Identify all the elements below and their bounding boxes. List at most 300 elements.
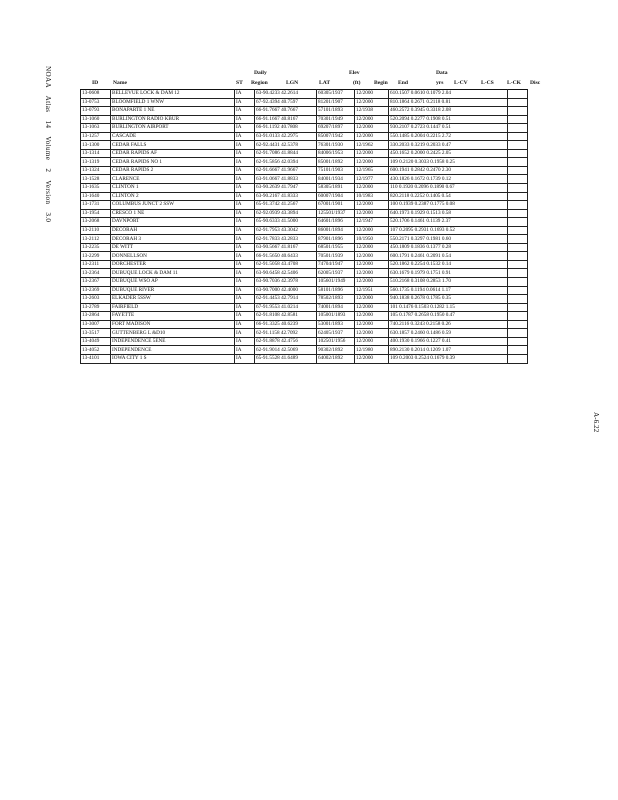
header-yrs: yrs <box>436 80 444 86</box>
table-row <box>81 218 528 227</box>
cell-elev: 84006/1953 <box>317 149 355 158</box>
cell-id: 13-2112 <box>81 235 111 244</box>
cell-begin: 12/2000 <box>355 252 389 261</box>
cell-name: GUTTENBERG L &D10 <box>111 329 235 338</box>
cell-id: 13-1954 <box>81 209 111 218</box>
cell-begin: 12/2000 <box>355 278 389 287</box>
table-row <box>81 303 528 312</box>
cell-id: 13-1635 <box>81 184 111 193</box>
cell-disc <box>508 252 528 261</box>
cell-lgn: 62-91.8108 42.8581 <box>255 312 317 321</box>
cell-name: CLINTON 2 <box>111 192 235 201</box>
cell-elev: 62405/1937 <box>317 329 355 338</box>
cell-lgn: 65-91.3742 41.2567 <box>255 201 317 210</box>
cell-lgn: 62-91.7833 43.2833 <box>255 235 317 244</box>
cell-data: 520.1706 0.1461 0.1139 2.37 <box>389 218 508 227</box>
cell-elev: 57101/1893 <box>317 107 355 116</box>
cell-st: IA <box>235 252 255 261</box>
cell-data: 330.2033 0.3219 0.2033 0.47 <box>389 141 508 150</box>
table-row <box>81 149 528 158</box>
cell-name: DUBUQUE RIVER <box>111 286 235 295</box>
header-disc: Disc <box>530 80 541 86</box>
cell-st: IA <box>235 158 255 167</box>
cell-begin: 12/2000 <box>355 115 389 124</box>
table-row <box>81 132 528 141</box>
cell-id: 13-1060 <box>81 115 111 124</box>
cell-st: IA <box>235 166 255 175</box>
cell-lgn: 62-91.4453 42.7914 <box>255 295 317 304</box>
table-row <box>81 320 528 329</box>
cell-st: IA <box>235 226 255 235</box>
atlas-side-header <box>44 66 52 466</box>
cell-lgn: 65-90.6333 41.5000 <box>255 218 317 227</box>
cell-disc <box>508 184 528 193</box>
cell-st: IA <box>235 124 255 133</box>
cell-data: 450.1652 0.2000 0.2425 2.05 <box>389 149 508 158</box>
cell-id: 13-2299 <box>81 252 111 261</box>
cell-id: 13-2864 <box>81 312 111 321</box>
cell-data: 460.2572 0.3945 0.3318 2.08 <box>389 107 508 116</box>
cell-lgn: 63-90.2639 41.7947 <box>255 184 317 193</box>
cell-elev: 90302/1892 <box>317 346 355 355</box>
cell-elev: 74001/1894 <box>317 303 355 312</box>
cell-name: DONNELLSON <box>111 252 235 261</box>
cell-st: IA <box>235 209 255 218</box>
cell-disc <box>508 166 528 175</box>
table-row <box>81 346 528 355</box>
header-lcv: L-CV <box>454 80 468 86</box>
cell-lgn: 63-90.2167 41.8333 <box>255 192 317 201</box>
cell-name: DECORAH 3 <box>111 235 235 244</box>
header-id: ID <box>92 80 99 86</box>
side-word: Version <box>44 180 52 205</box>
cell-lgn: 63-90.5667 41.8167 <box>255 243 317 252</box>
table-row <box>81 90 528 99</box>
cell-name: CLARENCE <box>111 175 235 184</box>
cell-disc <box>508 235 528 244</box>
cell-data: 810.1864 0.2671 0.2118 0.81 <box>389 98 508 107</box>
cell-elev: 64002/1892 <box>317 354 355 363</box>
cell-data: 600.1941 0.2842 0.2470 2.30 <box>389 166 508 175</box>
cell-st: IA <box>235 107 255 116</box>
header-daily: Daily <box>254 70 267 76</box>
table-row <box>81 115 528 124</box>
cell-id: 13-2369 <box>81 286 111 295</box>
cell-data: 630.1857 0.2460 0.1486 0.59 <box>389 329 508 338</box>
cell-data: 101 0.1476 0.1503 0.1282 1.15 <box>389 303 508 312</box>
cell-elev: 87901/1896 <box>317 235 355 244</box>
cell-disc <box>508 158 528 167</box>
cell-st: IA <box>235 295 255 304</box>
cell-begin: 12/2000 <box>355 201 389 210</box>
cell-name: INDEPENDENCE <box>111 346 235 355</box>
cell-begin: 12/2000 <box>355 98 389 107</box>
cell-disc <box>508 329 528 338</box>
cell-lgn: 66-91.1667 40.8167 <box>255 115 317 124</box>
cell-name: CLINTON 1 <box>111 184 235 193</box>
cell-elev: 68501/1955 <box>317 243 355 252</box>
cell-name: FORT MADISON <box>111 320 235 329</box>
cell-data: 610.1507 0.0610 0.1079 2.04 <box>389 90 508 99</box>
cell-elev: 70301/1949 <box>317 115 355 124</box>
cell-begin: 12/2000 <box>355 337 389 346</box>
cell-disc <box>508 260 528 269</box>
cell-data: 430.1826 0.1672 0.1739 0.12 <box>389 175 508 184</box>
cell-data: 109 0.2120 0.3033 0.1958 0.25 <box>389 158 508 167</box>
header-ft: (ft) <box>353 80 361 86</box>
table-row <box>81 192 528 201</box>
cell-disc <box>508 312 528 321</box>
cell-st: IA <box>235 132 255 141</box>
cell-name: DE WITT <box>111 243 235 252</box>
cell-begin: 12/2000 <box>355 149 389 158</box>
cell-lgn: 62-92.4431 42.5378 <box>255 141 317 150</box>
cell-lgn: 66-91.7667 40.7667 <box>255 107 317 116</box>
cell-disc <box>508 90 528 99</box>
cell-st: IA <box>235 303 255 312</box>
cell-lgn: 63-91.0667 41.8833 <box>255 175 317 184</box>
table-row <box>81 243 528 252</box>
page-number: A-6.22 <box>592 412 600 433</box>
cell-begin: 12/2000 <box>355 184 389 193</box>
header-lck: L-CK <box>507 80 521 86</box>
cell-disc <box>508 149 528 158</box>
cell-begin: 12/2000 <box>355 354 389 363</box>
cell-data: 940.1838 0.2678 0.1785 0.35 <box>389 295 508 304</box>
cell-id: 13-2311 <box>81 260 111 269</box>
cell-st: IA <box>235 141 255 150</box>
table-row <box>81 235 528 244</box>
cell-id: 13-0608 <box>81 90 111 99</box>
cell-st: IA <box>235 329 255 338</box>
header-lat: LAT <box>319 80 331 86</box>
cell-lgn: 63-90.7036 42.3978 <box>255 278 317 287</box>
station-table <box>80 89 528 364</box>
cell-begin: 12/2000 <box>355 295 389 304</box>
cell-begin: 12/2000 <box>355 158 389 167</box>
cell-disc <box>508 303 528 312</box>
cell-elev: 67001/1901 <box>317 201 355 210</box>
cell-begin: 12/2000 <box>355 269 389 278</box>
cell-elev: 60007/1904 <box>317 192 355 201</box>
cell-disc <box>508 295 528 304</box>
cell-st: IA <box>235 320 255 329</box>
cell-data: 890.2130 0.2014 0.1209 1.07 <box>389 346 508 355</box>
cell-elev: 85007/1942 <box>317 132 355 141</box>
cell-lgn: 62-91.9014 42.5069 <box>255 346 317 355</box>
cell-id: 13-1640 <box>81 192 111 201</box>
cell-data: 400.1930 0.1966 0.1227 0.41 <box>389 337 508 346</box>
cell-elev: 86001/1894 <box>317 226 355 235</box>
cell-elev: 102501/1956 <box>317 337 355 346</box>
cell-data: 105 0.1787 0.2658 0.1950 0.47 <box>389 312 508 321</box>
header-lcs: L-CS <box>481 80 494 86</box>
cell-elev: 81201/1907 <box>317 98 355 107</box>
cell-name: DAVNPORT <box>111 218 235 227</box>
cell-disc <box>508 107 528 116</box>
cell-begin: 12/1951 <box>355 286 389 295</box>
cell-name: COLUMBUS JUNCT 2 SSW <box>111 201 235 210</box>
cell-name: FAYETTE <box>111 312 235 321</box>
cell-id: 13-2603 <box>81 295 111 304</box>
header-elev: Elev <box>349 70 360 76</box>
cell-st: IA <box>235 98 255 107</box>
cell-begin: 12/2000 <box>355 132 389 141</box>
cell-elev: 78502/1893 <box>317 295 355 304</box>
cell-disc <box>508 320 528 329</box>
cell-id: 13-1528 <box>81 175 111 184</box>
cell-lgn: 63-90.6458 42.5406 <box>255 269 317 278</box>
table-row <box>81 260 528 269</box>
cell-data: 520.2094 0.2277 0.1908 0.51 <box>389 115 508 124</box>
cell-disc <box>508 175 528 184</box>
cell-id: 13-2364 <box>81 269 111 278</box>
side-word: 2 <box>44 168 52 173</box>
cell-name: CRESCO 1 NE <box>111 209 235 218</box>
cell-begin: 12/2000 <box>355 303 389 312</box>
cell-elev: 58101/1896 <box>317 286 355 295</box>
side-word: Atlas <box>44 95 52 113</box>
cell-name: BONAPARTE 1 NE <box>111 107 235 116</box>
cell-name: INDEPENDENCE 5ENE <box>111 337 235 346</box>
cell-lgn: 67-91.9553 41.0214 <box>255 303 317 312</box>
cell-elev: 85001/1892 <box>317 158 355 167</box>
cell-id: 13-1314 <box>81 149 111 158</box>
cell-st: IA <box>235 243 255 252</box>
cell-data: 510.2168 0.3108 0.2853 1.70 <box>389 278 508 287</box>
table-row <box>81 226 528 235</box>
table-row <box>81 175 528 184</box>
cell-st: IA <box>235 192 255 201</box>
cell-disc <box>508 98 528 107</box>
cell-elev: 105601/1949 <box>317 278 355 287</box>
cell-begin: 12/2000 <box>355 124 389 133</box>
cell-id: 13-2110 <box>81 226 111 235</box>
cell-data: 550.2171 0.3297 0.1981 0.60 <box>389 235 508 244</box>
cell-elev: 70501/1939 <box>317 252 355 261</box>
cell-data: 740.2116 0.3243 0.2158 0.26 <box>389 320 508 329</box>
cell-st: IA <box>235 269 255 278</box>
cell-name: BELLEVUE LOCK & DAM 12 <box>111 90 235 99</box>
cell-disc <box>508 218 528 227</box>
cell-lgn: 66-91.1192 40.7808 <box>255 124 317 133</box>
cell-begin: 12/2000 <box>355 329 389 338</box>
header-lgn: LGN <box>286 80 299 86</box>
table-row <box>81 209 528 218</box>
cell-disc <box>508 209 528 218</box>
cell-st: IA <box>235 337 255 346</box>
table-row <box>81 252 528 261</box>
cell-begin: 12/1980 <box>355 346 389 355</box>
cell-disc <box>508 115 528 124</box>
cell-data: 640.1973 0.1929 0.1513 0.58 <box>389 209 508 218</box>
header-region: Region <box>251 80 268 86</box>
cell-begin: 12/1938 <box>355 107 389 116</box>
cell-elev: 74704/1947 <box>317 260 355 269</box>
cell-id: 13-1731 <box>81 201 111 210</box>
cell-disc <box>508 346 528 355</box>
table-row <box>81 124 528 133</box>
cell-name: BLOOMFIELD 1 WNW <box>111 98 235 107</box>
cell-disc <box>508 132 528 141</box>
cell-data: 110 0.1920 0.2096 0.1890 0.67 <box>389 184 508 193</box>
cell-name: IOWA CITY 1 S <box>111 354 235 363</box>
cell-data: 600.1791 0.2461 0.2091 0.54 <box>389 252 508 261</box>
cell-disc <box>508 141 528 150</box>
table-row <box>81 184 528 193</box>
cell-elev: 64601/1896 <box>317 218 355 227</box>
cell-disc <box>508 286 528 295</box>
cell-name: ELKADER 5SSW <box>111 295 235 304</box>
cell-id: 13-2068 <box>81 218 111 227</box>
cell-name: CASCADE <box>111 132 235 141</box>
cell-lgn: 62-91.7953 43.3042 <box>255 226 317 235</box>
cell-st: IA <box>235 175 255 184</box>
cell-elev: 76301/1930 <box>317 141 355 150</box>
header-end: End <box>398 80 408 86</box>
side-word: NOAA <box>44 66 52 88</box>
cell-elev: 125501/1937 <box>317 209 355 218</box>
cell-id: 13-1300 <box>81 141 111 150</box>
side-word: 3.0 <box>44 212 52 223</box>
cell-name: DORCHESTER <box>111 260 235 269</box>
cell-begin: 12/2000 <box>355 312 389 321</box>
table-row <box>81 337 528 346</box>
table-row <box>81 158 528 167</box>
cell-st: IA <box>235 312 255 321</box>
cell-id: 13-2367 <box>81 278 111 287</box>
table-row <box>81 295 528 304</box>
cell-id: 13-0753 <box>81 98 111 107</box>
cell-id: 13-1063 <box>81 124 111 133</box>
cell-id: 13-4101 <box>81 354 111 363</box>
cell-begin: 10/1950 <box>355 235 389 244</box>
cell-lgn: 66-91.5650 40.6433 <box>255 252 317 261</box>
table-row <box>81 141 528 150</box>
cell-id: 13-1257 <box>81 132 111 141</box>
cell-st: IA <box>235 218 255 227</box>
cell-name: DUBUQUE LOCK & DAM 11 <box>111 269 235 278</box>
cell-elev: 69207/1897 <box>317 124 355 133</box>
cell-elev: 84001/1934 <box>317 175 355 184</box>
table-row <box>81 354 528 363</box>
cell-id: 13-0793 <box>81 107 111 116</box>
cell-id: 13-4049 <box>81 337 111 346</box>
cell-disc <box>508 124 528 133</box>
cell-disc <box>508 278 528 287</box>
table-row <box>81 269 528 278</box>
cell-data: 820.2118 0.2252 0.1405 0.54 <box>389 192 508 201</box>
cell-begin: 12/2000 <box>355 226 389 235</box>
cell-id: 13-3517 <box>81 329 111 338</box>
cell-st: IA <box>235 354 255 363</box>
cell-lgn: 65-91.5528 41.6489 <box>255 354 317 363</box>
cell-name: CEDAR RAPIDS AF <box>111 149 235 158</box>
table-row <box>81 98 528 107</box>
cell-lgn: 62-91.1158 42.7092 <box>255 329 317 338</box>
cell-begin: 12/1965 <box>355 166 389 175</box>
cell-lgn: 62-91.5856 42.0394 <box>255 158 317 167</box>
cell-lgn: 67-92.4394 40.7597 <box>255 98 317 107</box>
cell-disc <box>508 243 528 252</box>
cell-elev: 75101/1903 <box>317 166 355 175</box>
cell-id: 13-1324 <box>81 166 111 175</box>
cell-lgn: 63-90.7000 42.4000 <box>255 286 317 295</box>
cell-st: IA <box>235 149 255 158</box>
cell-data: 550.1485 0.2004 0.2215 2.72 <box>389 132 508 141</box>
cell-id: 13-1319 <box>81 158 111 167</box>
cell-st: IA <box>235 260 255 269</box>
cell-begin: 12/2000 <box>355 260 389 269</box>
cell-begin: 12/2000 <box>355 209 389 218</box>
cell-name: CEDAR FALLS <box>111 141 235 150</box>
cell-disc <box>508 226 528 235</box>
side-word: 14 <box>44 120 52 129</box>
cell-st: IA <box>235 201 255 210</box>
cell-elev: 53001/1893 <box>317 320 355 329</box>
cell-st: IA <box>235 184 255 193</box>
cell-begin: 12/1977 <box>355 175 389 184</box>
cell-lgn: 63-91.0133 42.2975 <box>255 132 317 141</box>
table-row <box>81 201 528 210</box>
cell-begin: 10/1983 <box>355 192 389 201</box>
cell-st: IA <box>235 278 255 287</box>
cell-disc <box>508 269 528 278</box>
cell-name: CEDAR RAPIDS NO 1 <box>111 158 235 167</box>
cell-begin: 12/1947 <box>355 218 389 227</box>
cell-st: IA <box>235 235 255 244</box>
cell-begin: 12/1962 <box>355 141 389 150</box>
cell-disc <box>508 337 528 346</box>
cell-begin: 12/2000 <box>355 243 389 252</box>
station-rows <box>81 90 528 364</box>
cell-disc <box>508 354 528 363</box>
cell-data: 520.1862 0.2254 0.1532 0.14 <box>389 260 508 269</box>
cell-lgn: 63-90.4233 42.2614 <box>255 90 317 99</box>
cell-data: 100 0.1939 0.2387 0.1775 0.08 <box>389 201 508 210</box>
cell-id: 13-4052 <box>81 346 111 355</box>
cell-lgn: 62-91.7086 41.8844 <box>255 149 317 158</box>
cell-data: 630.1679 0.1979 0.1751 0.91 <box>389 269 508 278</box>
cell-name: DUBUQUE WSO AP <box>111 278 235 287</box>
cell-st: IA <box>235 115 255 124</box>
table-row <box>81 278 528 287</box>
cell-elev: 105001/1893 <box>317 312 355 321</box>
cell-lgn: 62-91.5058 43.4708 <box>255 260 317 269</box>
cell-name: BURLINGTON AIRPORT <box>111 124 235 133</box>
header-name: Name <box>113 80 127 86</box>
table-row <box>81 329 528 338</box>
cell-data: 109 0.2003 0.2524 0.1679 0.39 <box>389 354 508 363</box>
cell-data: 450.1809 0.1836 0.1377 0.28 <box>389 243 508 252</box>
cell-lgn: 66-91.3325 40.6239 <box>255 320 317 329</box>
cell-elev: 62005/1937 <box>317 269 355 278</box>
table-row <box>81 166 528 175</box>
table-row <box>81 312 528 321</box>
cell-st: IA <box>235 90 255 99</box>
cell-lgn: 62-91.8878 42.4756 <box>255 337 317 346</box>
table-row <box>81 286 528 295</box>
cell-disc <box>508 201 528 210</box>
cell-begin: 12/2000 <box>355 90 389 99</box>
header-data: Data <box>436 70 448 76</box>
header-begin: Begin <box>374 80 388 86</box>
cell-elev: 58305/1891 <box>317 184 355 193</box>
header-st: ST <box>236 80 243 86</box>
table-row <box>81 107 528 116</box>
cell-data: 930.2107 0.2723 0.1447 0.51 <box>389 124 508 133</box>
cell-lgn: 62-91.6667 41.9667 <box>255 166 317 175</box>
